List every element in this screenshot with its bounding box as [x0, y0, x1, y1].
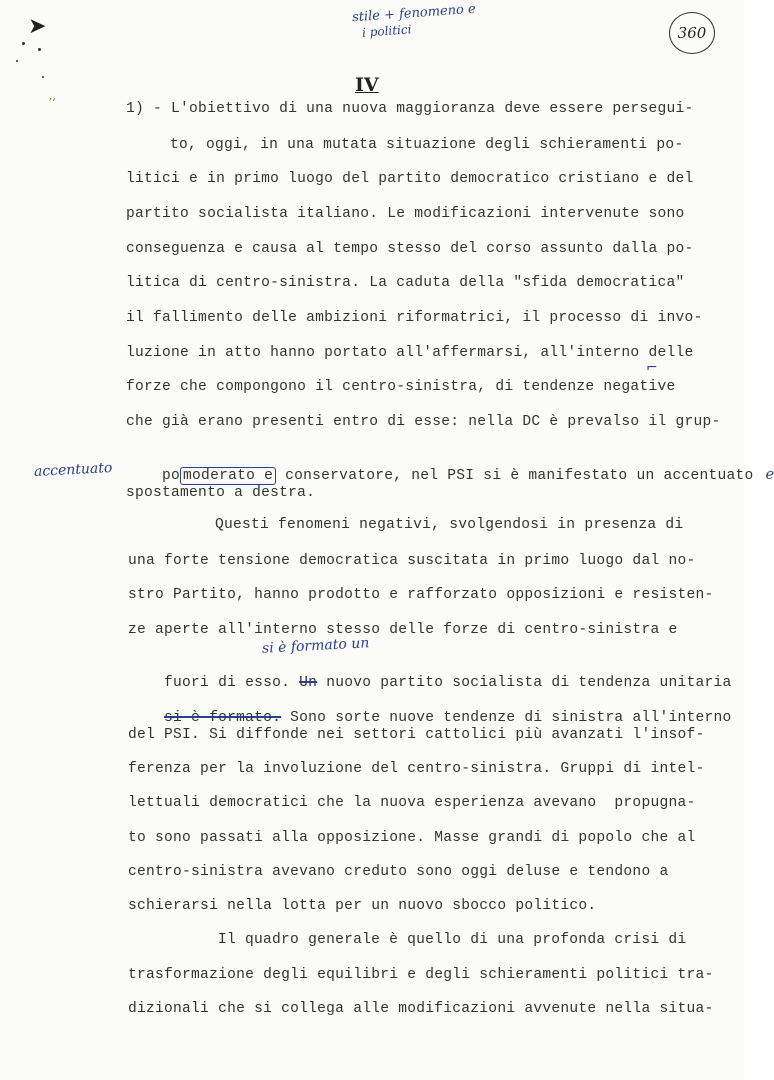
text-line: to, oggi, in una mutata situazione degli schieramenti po- — [170, 137, 684, 153]
text-line: schierarsi nella lotta per un nuovo sbocco politico. — [128, 898, 597, 914]
text-fragment: fuori di esso. — [164, 675, 291, 691]
text-line: del PSI. Si diffonde nei settori cattolici più avanzati l'insof- — [128, 727, 705, 743]
arrow-mark-icon: ➤ — [28, 14, 47, 39]
text-line: conseguenza e causa al tempo stesso del corso assunto dalla po- — [126, 241, 694, 257]
page-number: 360 — [669, 12, 715, 54]
text-line: to sono passati alla opposizione. Masse grandi di popolo che al — [128, 830, 696, 846]
text-fragment: conservatore, nel PSI si è manifestato un accentuato — [285, 468, 754, 484]
margin-note: accentuato — [33, 459, 113, 481]
handwritten-insertion: si è formato un — [261, 635, 370, 657]
text-fragment — [281, 710, 290, 726]
text-line: trasformazione degli equilibri e degli schieramenti politici tra- — [128, 967, 714, 983]
text-line: stro Partito, hanno prodotto e rafforzato opposizioni e resisten- — [128, 587, 714, 603]
struck-word: Un — [299, 675, 318, 691]
text-line: litica di centro-sinistra. La caduta della "sfida democratica" — [126, 275, 685, 291]
text-line: partito socialista italiano. Le modificazioni intervenute sono — [126, 206, 685, 222]
text-fragment — [317, 675, 326, 691]
text-fragment — [276, 468, 285, 484]
text-line: lettuali democratici che la nuova esperienza avevano propugna- — [128, 795, 696, 811]
text-line: dizionali che si collega alle modificazioni avvenute nella situa- — [128, 1001, 714, 1017]
text-fragment: nuovo partito socialista di tendenza unitaria — [326, 675, 732, 691]
ink-dot — [22, 42, 25, 45]
text-fragment: Sono sorte nuove tendenze di sinistra all'interno — [290, 710, 732, 726]
text-line: ferenza per la involuzione del centro-sinistra. Gruppi di intel- — [128, 761, 705, 777]
struck-phrase: si è formato. — [164, 710, 282, 726]
text-line: Il quadro generale è quello di una profonda crisi di — [218, 932, 687, 948]
text-fragment — [290, 675, 299, 691]
text-line: luzione in atto hanno portato all'affermarsi, all'interno delle — [126, 345, 694, 361]
text-line: forze che compongono il centro-sinistra, di tendenze negative — [126, 379, 676, 395]
margin-tick-mark: ʼʻ — [48, 96, 56, 110]
text-line: 1) - L'obiettivo di una nuova maggioranza deve essere persegui- — [126, 101, 694, 117]
text-line: una forte tensione democratica suscitata in primo luogo dal no- — [128, 553, 696, 569]
section-mark: IV — [355, 74, 379, 96]
boxed-phrase: moderato e — [180, 467, 276, 485]
header-note-line1: stile + fenomeno e — [351, 1, 477, 26]
text-line: Questi fenomeni negativi, svolgendosi in presenza di — [215, 517, 684, 533]
text-line: litici e in primo luogo del partito democratico cristiano e del — [126, 171, 694, 187]
text-fragment: po — [162, 468, 181, 484]
tick-mark: ⌐ — [646, 360, 658, 376]
text-line: il fallimento delle ambizioni riformatrici, il processo di invo- — [126, 310, 703, 326]
ink-dot — [38, 48, 41, 51]
text-line: centro-sinistra avevano creduto sono oggi deluse e tendono a — [128, 864, 669, 880]
header-note-line2: i politici — [361, 22, 412, 40]
text-line: che già erano presenti entro di esse: nella DC è prevalso il grup- — [126, 414, 721, 430]
text-line: ze aperte all'interno stesso delle forze di centro-sinistra e — [128, 622, 678, 638]
handwritten-tail: e — [765, 466, 774, 483]
ink-dot — [42, 76, 44, 78]
text-line: spostamento a destra. — [126, 485, 316, 501]
ink-dot — [16, 60, 18, 62]
